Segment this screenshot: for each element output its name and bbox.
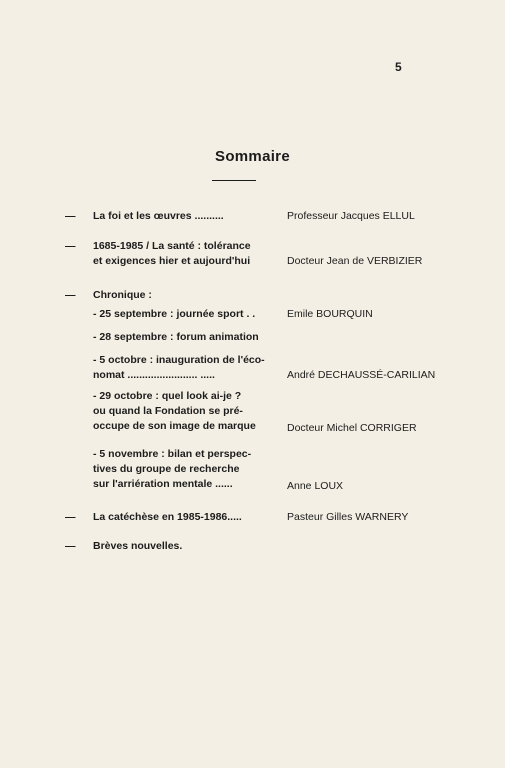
entry-dash: — xyxy=(65,289,76,301)
entry-title xyxy=(93,330,288,345)
entry-title xyxy=(93,239,288,269)
entry-author: Pasteur Gilles WARNERY xyxy=(287,511,409,523)
entry-title-line: occupe de son image de marque xyxy=(93,420,256,432)
page-number: 5 xyxy=(395,60,402,74)
entry-title-line: - 29 octobre : quel look ai-je ? xyxy=(93,390,242,402)
entry-title-line: La foi et les œuvres .......... xyxy=(93,210,224,222)
entry-dash: — xyxy=(65,511,76,523)
entry-title-line: - 25 septembre : journée sport . . xyxy=(93,308,256,320)
entry-title xyxy=(93,307,288,322)
entry-dash: — xyxy=(65,540,76,552)
entry-title xyxy=(93,539,288,554)
entry-title-line: sur l'arriération mentale ...... xyxy=(93,478,233,490)
entry-title-line: et exigences hier et aujourd'hui xyxy=(93,255,251,267)
entry-author: Emile BOURQUIN xyxy=(287,308,373,320)
entry-author: Professeur Jacques ELLUL xyxy=(287,210,415,222)
entry-dash: — xyxy=(65,210,76,222)
page-title: Sommaire xyxy=(215,148,290,165)
entry-title-line: tives du groupe de recherche xyxy=(93,463,240,475)
entry-title xyxy=(93,447,288,492)
entry-author: Docteur Michel CORRIGER xyxy=(287,422,417,434)
entry-title-line: - 28 septembre : forum animation xyxy=(93,331,259,343)
entry-title-line: La catéchèse en 1985-1986..... xyxy=(93,511,242,523)
entry-title xyxy=(93,510,288,525)
entry-title-line: - 5 novembre : bilan et perspec- xyxy=(93,448,252,460)
entry-title-line: ou quand la Fondation se pré- xyxy=(93,405,243,417)
entry-author: Docteur Jean de VERBIZIER xyxy=(287,255,423,267)
entry-title-line: Brèves nouvelles. xyxy=(93,540,183,552)
entry-author: Anne LOUX xyxy=(287,480,344,492)
entry-title xyxy=(93,389,288,434)
entry-title xyxy=(93,209,288,224)
entry-title xyxy=(93,353,288,383)
entry-title-line: 1685-1985 / La santé : tolérance xyxy=(93,240,251,252)
entry-dash: — xyxy=(65,240,76,252)
entry-author: André DECHAUSSÉ-CARILIAN xyxy=(287,369,436,381)
entry-title-line: - 5 octobre : inauguration de l'éco- xyxy=(93,354,265,366)
entry-title-line: Chronique : xyxy=(93,289,152,301)
entry-title xyxy=(93,288,288,303)
entry-title-line: nomat ........................ ..... xyxy=(93,369,215,381)
